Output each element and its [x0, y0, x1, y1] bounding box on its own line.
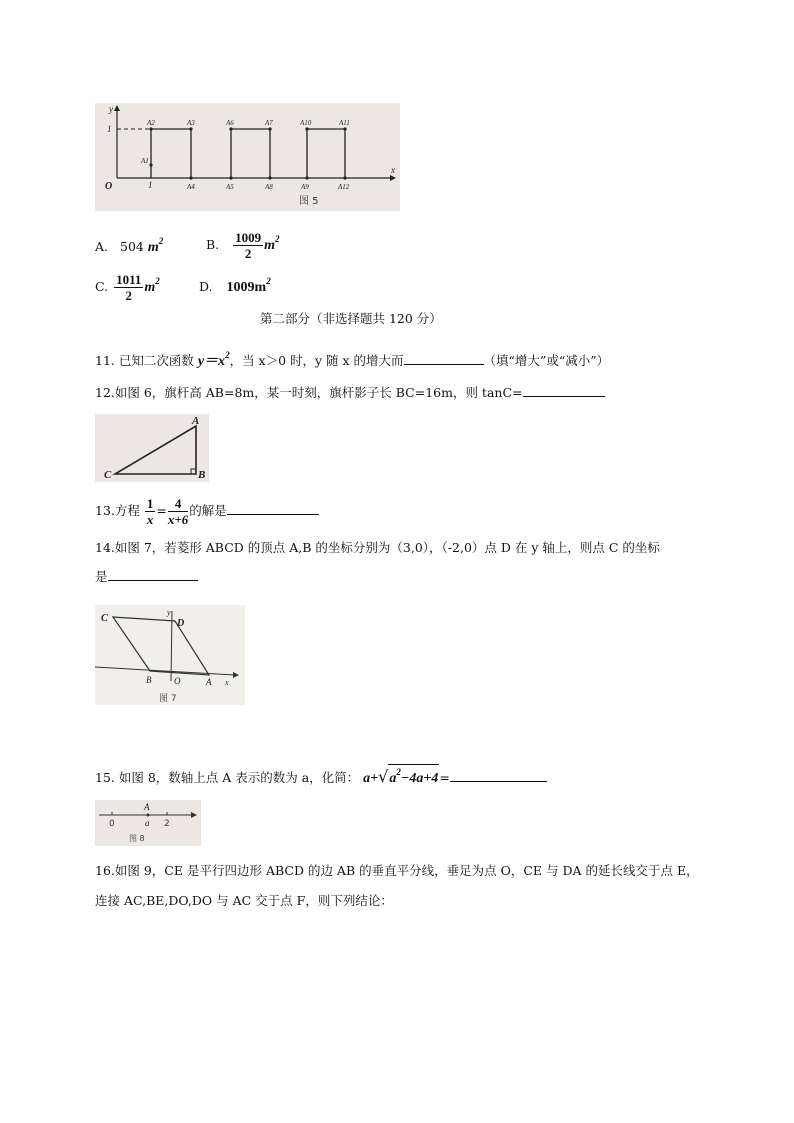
figure-5	[95, 103, 400, 211]
option-b	[206, 222, 280, 263]
question-14-line-1: 14.如图 7，若菱形 ABCD 的顶点 A,B 的坐标分别为（3,0），（-2,0）点 D 在 y 轴上，则点 C 的坐标	[95, 540, 660, 555]
option-c	[95, 264, 160, 305]
option-c-label: C.	[95, 279, 109, 294]
fig6-label-b: B	[198, 469, 206, 481]
q14-line2-text: 是	[95, 569, 108, 584]
option-a-exp: 2	[158, 236, 164, 246]
question-16-line-1: 16.如图 9，CE 是平行四边形 ABCD 的边 AB 的垂直平分线，垂足为点 O，CE 与 DA 的延长线交于点 E，	[95, 863, 699, 878]
option-a-label: A.	[95, 239, 109, 254]
fig7-label-y: y	[167, 608, 171, 617]
fig5-point-a11: A11	[339, 119, 350, 127]
option-c-fraction	[114, 272, 143, 303]
fig8-label-a-point: A	[144, 802, 150, 812]
q15-radicand	[388, 764, 439, 786]
fig5-point-a4: A4	[187, 183, 195, 191]
fig5-point-a1: A1	[141, 157, 149, 165]
fig5-tick-1x: 1	[148, 180, 153, 190]
option-c-exp: 2	[155, 276, 160, 286]
option-d-label: D.	[199, 279, 213, 294]
fig5-point-a10: A10	[300, 119, 312, 127]
fig7-caption: 图 7	[159, 694, 177, 704]
fig7-label-c: C	[101, 613, 108, 624]
section-title: 第二部分（非选择题共 120 分）	[260, 311, 442, 326]
figure-8	[95, 800, 201, 846]
fig8-caption: 图 8	[129, 834, 145, 843]
fig6-label-a: A	[192, 415, 200, 427]
q15-radicand-rest: −4a+4	[400, 771, 439, 786]
option-a-num: 504	[120, 239, 144, 254]
q15-expr-a: a+	[363, 771, 379, 786]
q15-radicand-a: a	[389, 771, 397, 786]
fig5-point-a7: A7	[265, 119, 273, 127]
question-13	[95, 493, 319, 529]
fig5-point-a8: A8	[265, 183, 273, 191]
figure-6	[95, 414, 209, 482]
fig5-origin: O	[105, 181, 113, 192]
option-b-den: 2	[244, 246, 252, 261]
fig5-tick-1y: 1	[107, 124, 112, 134]
question-14-line-2	[95, 568, 198, 586]
option-d-value: 1009m	[226, 280, 267, 295]
q11-exponent: 2	[225, 350, 230, 360]
figure-7	[95, 605, 245, 705]
q11-middle: ，当 x＞0 时，y 随 x 的增大而	[229, 353, 404, 368]
fig7-label-d: D	[177, 618, 185, 629]
fig5-point-a5: A5	[226, 183, 234, 191]
fig8-label-a: a	[145, 818, 150, 828]
q13-frac1-den: x	[146, 512, 154, 527]
question-11	[95, 346, 609, 371]
q11-prefix: 11. 已知二次函数	[95, 353, 194, 368]
q13-frac1-num: 1	[146, 496, 154, 511]
fig7-label-b: B	[146, 675, 152, 685]
q12-answer-blank[interactable]	[523, 384, 605, 397]
q13-answer-blank[interactable]	[227, 502, 319, 515]
option-b-exp: 2	[275, 234, 280, 244]
option-b-fraction	[233, 230, 263, 261]
q13-fraction-1	[145, 496, 156, 527]
fig8-label-two: 2	[164, 819, 170, 829]
option-d	[199, 272, 271, 297]
fig5-point-a6: A6	[226, 119, 234, 127]
fig5-point-a2: A2	[147, 119, 155, 127]
q11-answer-blank[interactable]	[404, 352, 484, 365]
fig5-point-a12: A12	[338, 183, 350, 191]
sqrt-icon: √	[378, 767, 389, 786]
fig5-x-label: x	[391, 165, 395, 175]
q15-equals: =	[439, 770, 450, 785]
q11-function: y＝x	[197, 354, 226, 369]
q14-answer-blank[interactable]	[108, 568, 198, 581]
option-a	[95, 232, 163, 257]
q15-answer-blank[interactable]	[450, 769, 547, 782]
option-c-den: 2	[125, 288, 132, 303]
option-a-unit: m	[147, 240, 159, 255]
q13-suffix: 的解是	[189, 503, 227, 518]
q13-frac2-num: 4	[168, 496, 188, 512]
option-c-unit: m	[144, 280, 156, 295]
option-c-num: 1011	[116, 272, 142, 287]
fig7-label-x: x	[225, 678, 229, 687]
fig7-label-a: A	[206, 677, 212, 687]
q15-prefix: 15. 如图 8，数轴上点 A 表示的数为 a，化简：	[95, 770, 360, 785]
option-b-num: 1009	[235, 230, 262, 245]
fig5-point-a9: A9	[301, 183, 309, 191]
fig6-label-c: C	[104, 469, 112, 481]
q13-frac2-den: x+6	[167, 512, 189, 527]
option-b-label: B.	[206, 237, 220, 252]
option-d-exp: 2	[266, 276, 271, 286]
q11-suffix: （填“增大”或“减小”）	[483, 353, 610, 368]
q13-fraction-2	[168, 496, 188, 527]
question-12	[95, 384, 605, 402]
fig5-caption: 图 5	[299, 196, 319, 207]
q15-radicand-exp: 2	[396, 767, 401, 777]
option-b-unit: m	[264, 238, 276, 253]
fig8-label-zero: 0	[109, 819, 115, 829]
fig5-point-a3: A3	[187, 119, 195, 127]
fig5-y-label: y	[109, 104, 113, 114]
q12-text: 12.如图 6，旗杆高 AB=8m，某一时刻，旗杆影子长 BC=16m，则 tanC=	[95, 385, 523, 400]
question-16-line-2: 连接 AC,BE,DO,DO 与 AC 交于点 F，则下列结论：	[95, 893, 393, 908]
q13-prefix: 13.方程	[95, 503, 140, 518]
q13-equals: =	[156, 503, 167, 518]
fig7-label-o: O	[174, 676, 181, 686]
question-15	[95, 764, 547, 788]
